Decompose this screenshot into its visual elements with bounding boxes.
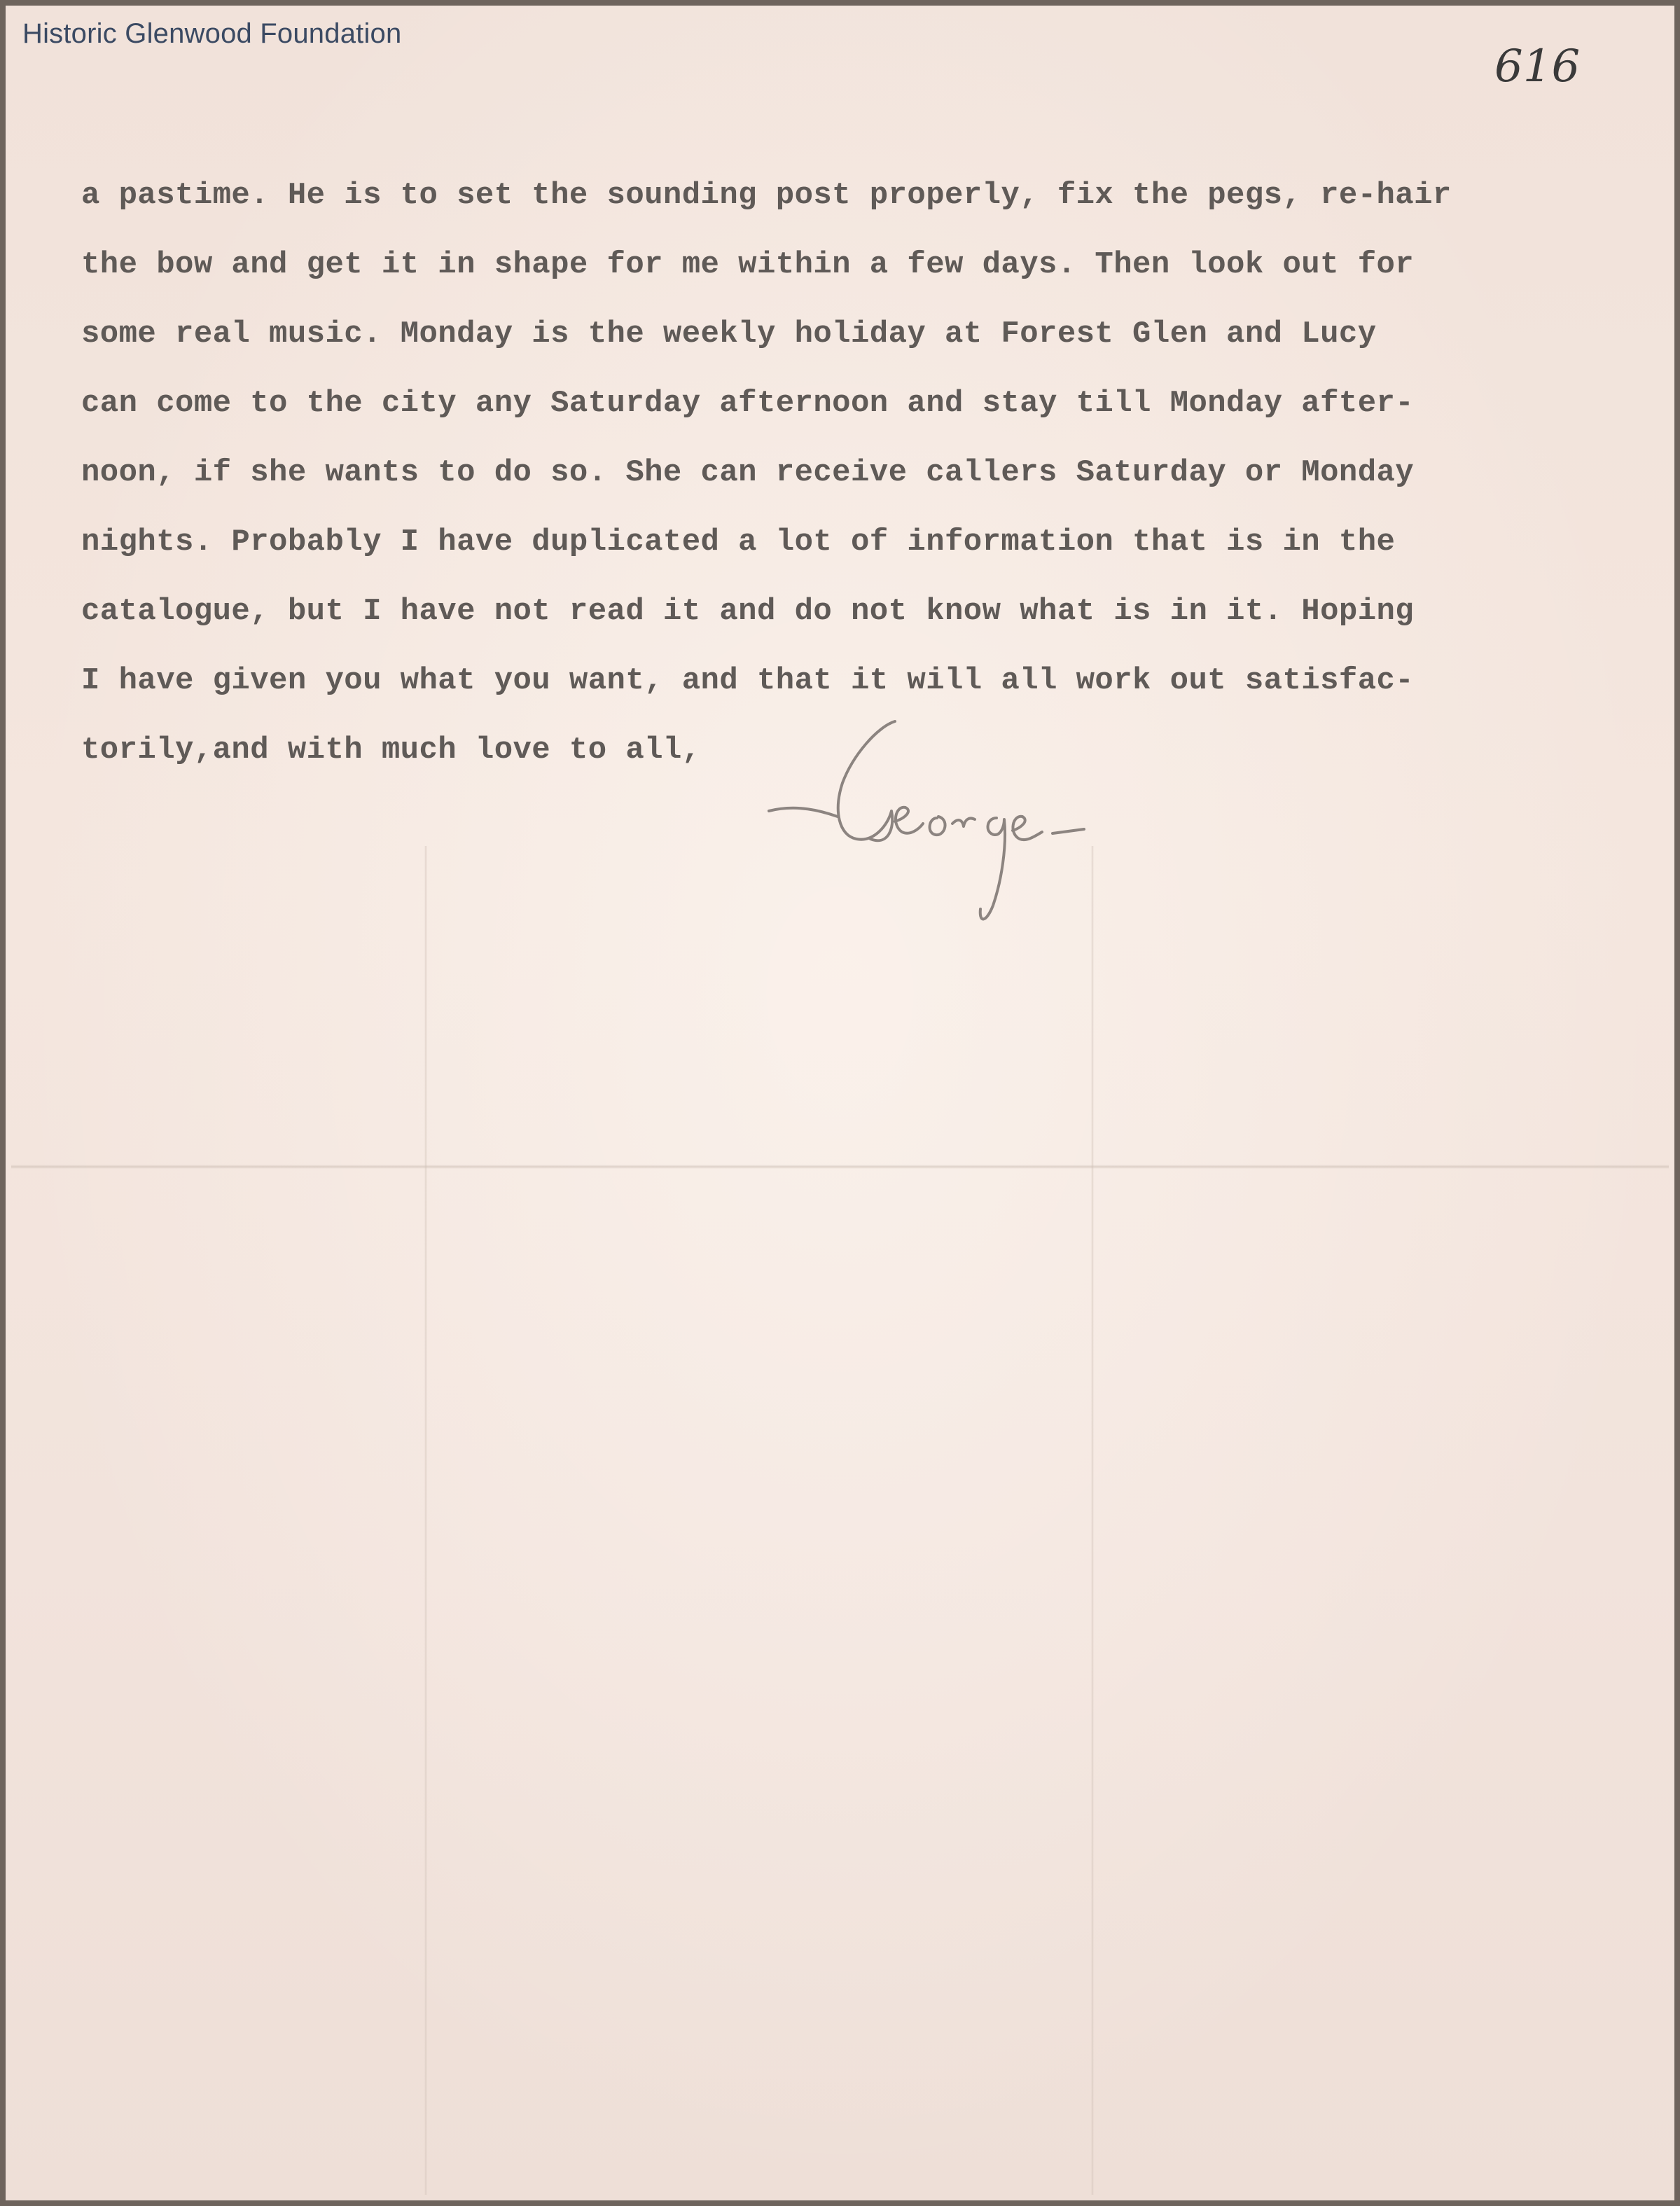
vertical-fold-line-right bbox=[1091, 846, 1094, 2195]
letter-line: a pastime. He is to set the sounding post properly, fix the pegs, re-hair bbox=[81, 178, 1452, 213]
letter-line: noon, if she wants to do so. She can receive callers Saturday or Monday bbox=[81, 455, 1415, 490]
letter-line: torily,and with much love to all, bbox=[81, 733, 701, 768]
letter-line: I have given you what you want, and that it will all work out satisfac- bbox=[81, 663, 1415, 698]
archive-watermark: Historic Glenwood Foundation bbox=[22, 18, 402, 49]
letter-body bbox=[81, 161, 1636, 785]
letter-line: nights. Probably I have duplicated a lot of information that is in the bbox=[81, 525, 1396, 560]
letter-line: the bow and get it in shape for me within a few days. Then look out for bbox=[81, 247, 1415, 282]
vertical-fold-line-left bbox=[424, 846, 427, 2195]
page-number: 616 bbox=[1494, 41, 1581, 92]
letter-line: can come to the city any Saturday afternoon and stay till Monday after- bbox=[81, 386, 1415, 421]
letter-line: some real music. Monday is the weekly holiday at Forest Glen and Lucy bbox=[81, 317, 1377, 352]
horizontal-fold-line bbox=[11, 1165, 1669, 1169]
handwritten-signature bbox=[755, 706, 1203, 944]
letter-line: catalogue, but I have not read it and do not know what is in it. Hoping bbox=[81, 594, 1415, 629]
